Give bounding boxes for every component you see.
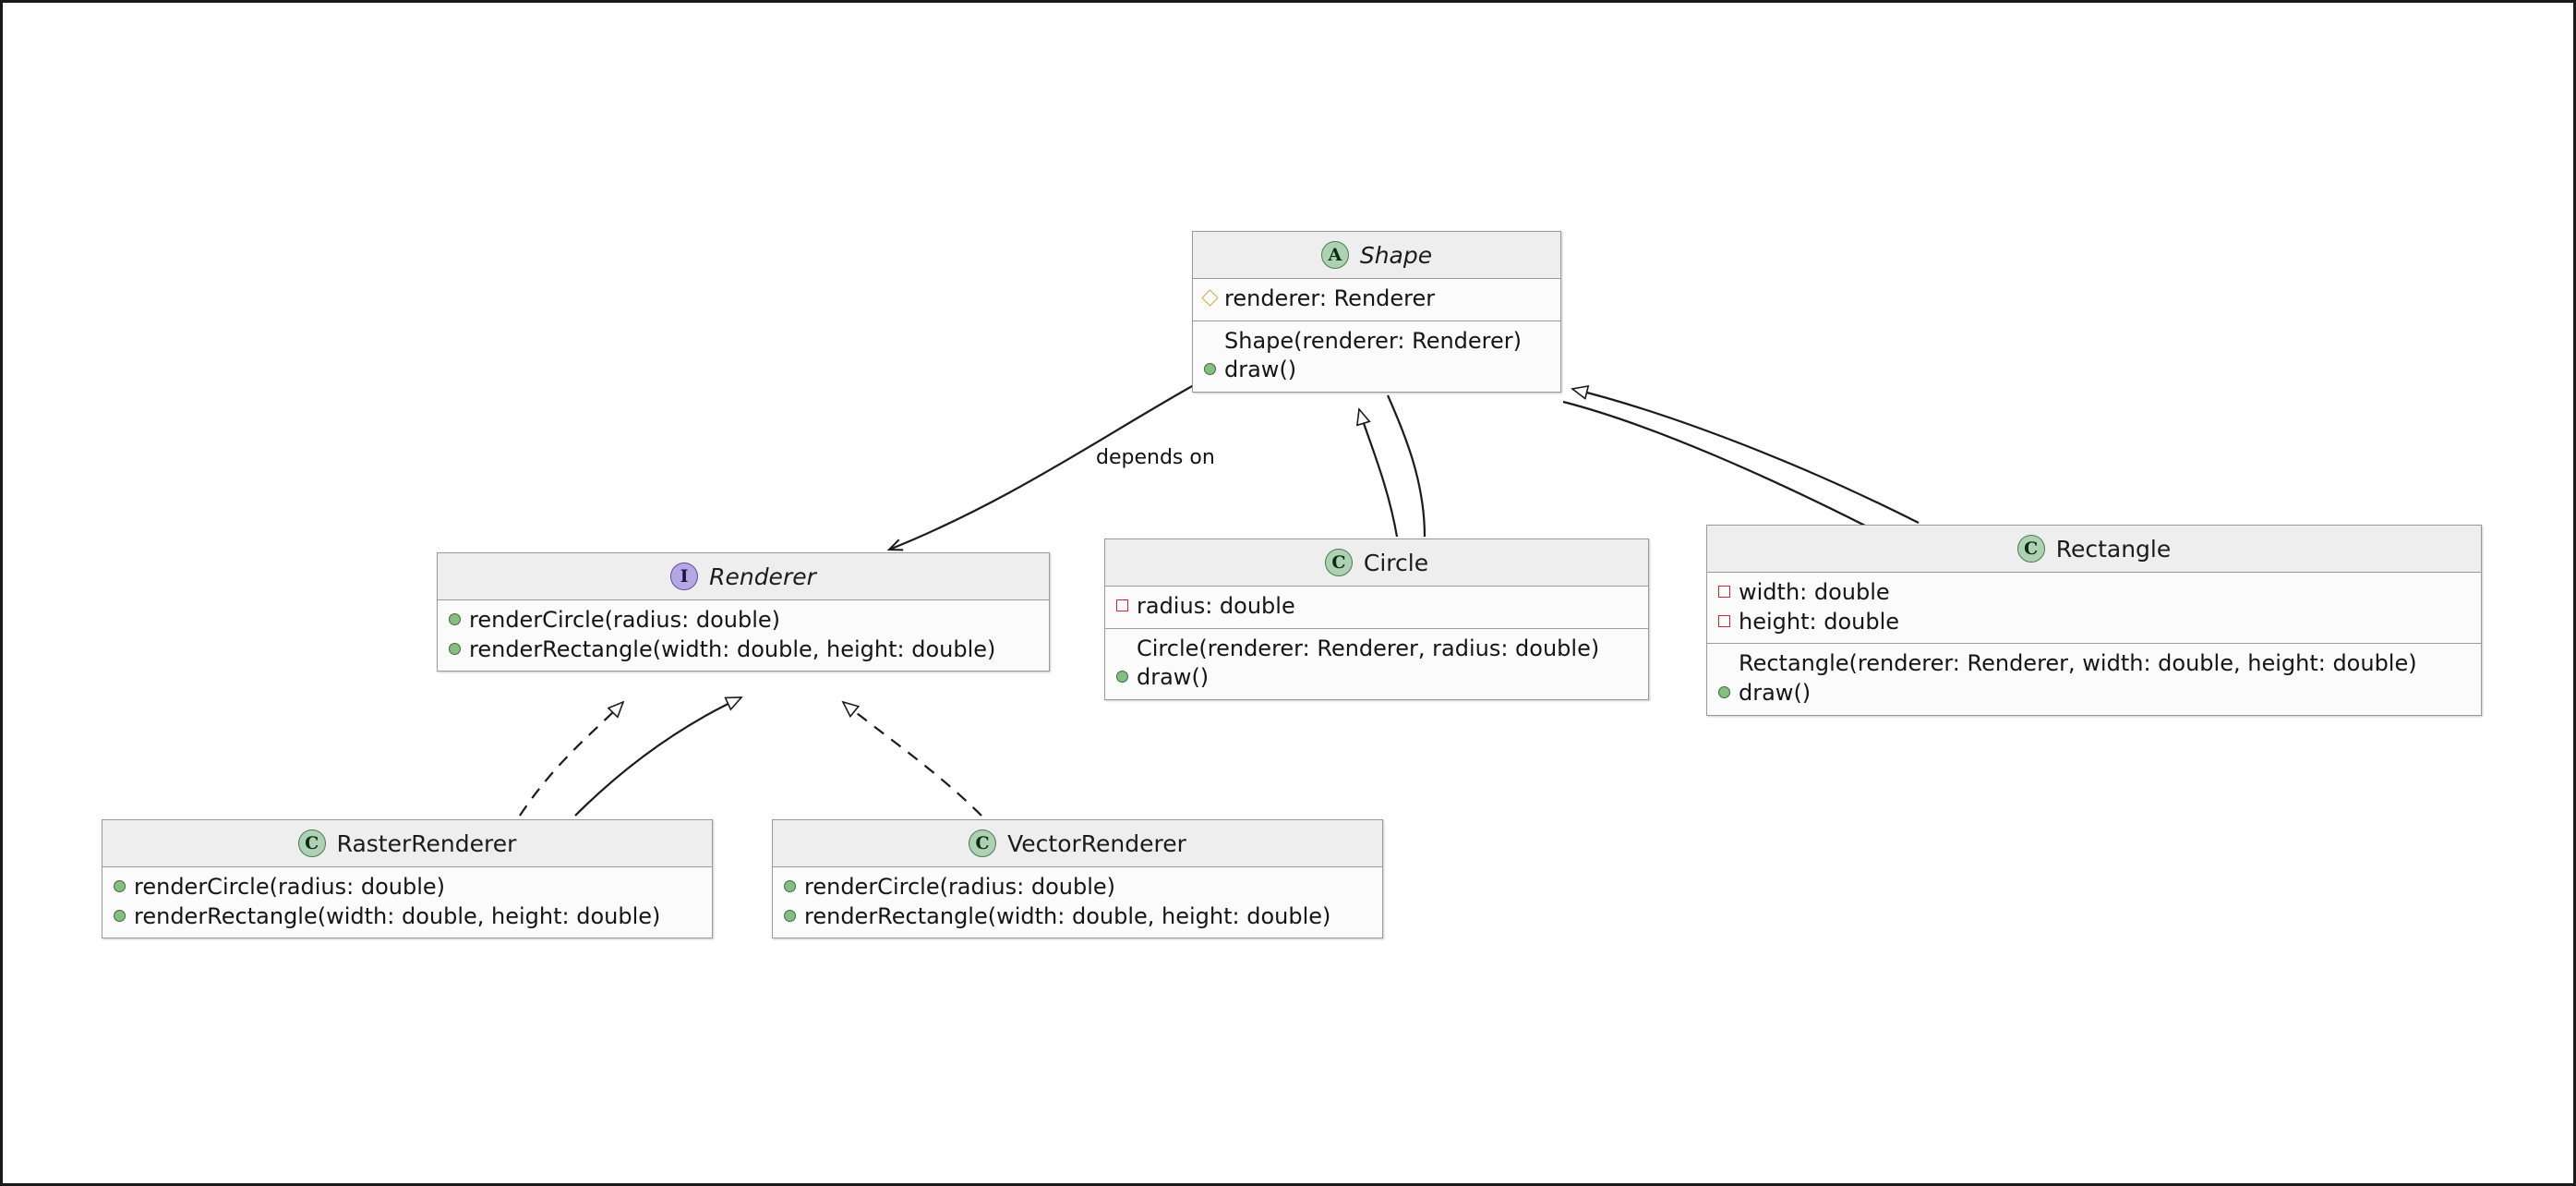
operation-text: renderCircle(radius: double) — [134, 874, 446, 900]
attribute-row — [1116, 592, 1639, 622]
public-method-icon — [114, 880, 126, 895]
private-field-icon — [1718, 586, 1730, 600]
class-name-rasterrenderer: RasterRenderer — [336, 829, 517, 857]
class-icon: C — [298, 829, 326, 857]
class-name-renderer: Renderer — [709, 563, 816, 590]
operation-text: draw() — [1224, 357, 1297, 383]
class-icon: C — [969, 829, 996, 857]
edge-vector-implements-renderer — [843, 702, 981, 816]
operation-text: Shape(renderer: Renderer) — [1224, 327, 1523, 354]
attribute-text: radius: double — [1137, 593, 1295, 619]
attribute-row — [1718, 578, 2472, 608]
operation-text: draw() — [1739, 680, 1812, 707]
constructor-marker-icon — [1718, 658, 1730, 672]
public-method-icon — [1718, 686, 1730, 701]
public-method-icon — [784, 880, 796, 895]
public-method-icon — [784, 910, 796, 925]
operation-text: Rectangle(renderer: Renderer, width: double, height: double) — [1739, 650, 2417, 677]
operations-compartment-circle — [1105, 628, 1648, 699]
public-method-icon — [449, 613, 461, 628]
class-name-vectorrenderer: VectorRenderer — [1007, 829, 1186, 857]
operation-row — [1116, 635, 1639, 664]
private-field-icon — [1718, 615, 1730, 630]
operation-row — [1718, 649, 2472, 679]
interface-icon: I — [670, 563, 698, 590]
aggregation-marker-icon — [1204, 292, 1216, 307]
operation-row — [1204, 327, 1551, 357]
class-name-rectangle: Rectangle — [2055, 535, 2172, 563]
class-box-renderer[interactable] — [437, 552, 1050, 672]
operation-row — [114, 902, 703, 932]
class-box-rectangle[interactable] — [1706, 525, 2482, 716]
edge-label-depends-on: depends on — [1096, 446, 1215, 469]
class-title-circle — [1105, 539, 1648, 587]
operation-text: Circle(renderer: Renderer, radius: double) — [1137, 635, 1600, 661]
operation-text: renderRectangle(width: double, height: double) — [134, 902, 661, 929]
class-box-shape[interactable] — [1192, 231, 1561, 393]
operation-text: renderCircle(radius: double) — [469, 607, 781, 633]
operation-row — [784, 902, 1373, 932]
public-method-icon — [114, 910, 126, 925]
operation-text: draw() — [1137, 664, 1210, 691]
operation-row — [1718, 679, 2472, 708]
attribute-row — [1204, 284, 1551, 314]
abstract-class-icon: A — [1321, 241, 1349, 269]
attribute-text: height: double — [1739, 608, 1900, 635]
class-title-renderer — [438, 553, 1049, 600]
class-title-shape — [1193, 232, 1560, 279]
edge-raster-implements-renderer — [520, 702, 623, 816]
operation-row — [1204, 356, 1551, 385]
class-box-vectorrenderer[interactable] — [772, 819, 1383, 938]
operation-text: renderRectangle(width: double, height: double) — [804, 902, 1331, 929]
attributes-compartment-circle — [1105, 587, 1648, 628]
class-name-shape: Shape — [1359, 241, 1433, 269]
class-box-rasterrenderer[interactable] — [102, 819, 713, 938]
class-title-vectorrenderer — [773, 820, 1382, 867]
class-name-circle: Circle — [1363, 549, 1429, 576]
operations-compartment-vectorrenderer — [773, 867, 1382, 938]
public-method-icon — [1204, 363, 1216, 378]
class-title-rasterrenderer — [102, 820, 712, 867]
attribute-text: renderer: Renderer — [1224, 285, 1436, 311]
constructor-marker-icon — [1116, 643, 1128, 657]
operation-row — [449, 606, 1040, 635]
edge-circle-extends-shape — [1359, 409, 1397, 537]
operations-compartment-rasterrenderer — [102, 867, 712, 938]
class-icon: C — [2017, 535, 2045, 563]
operation-row — [114, 873, 703, 902]
edge-rectangle-extends-shape — [1572, 389, 1919, 523]
operation-row — [1116, 663, 1639, 693]
class-title-rectangle — [1707, 526, 2481, 573]
edge-circle-extends-shape-2 — [1388, 395, 1425, 537]
edge-raster-solid-renderer — [575, 697, 741, 816]
public-method-icon — [449, 643, 461, 658]
constructor-marker-icon — [1204, 335, 1216, 349]
private-field-icon — [1116, 599, 1128, 614]
class-icon: C — [1325, 549, 1353, 576]
operations-compartment-rectangle — [1707, 643, 2481, 714]
operations-compartment-shape — [1193, 321, 1560, 392]
attribute-row — [1718, 608, 2472, 637]
class-box-circle[interactable] — [1104, 539, 1649, 700]
attribute-text: width: double — [1739, 579, 1890, 605]
operation-text: renderRectangle(width: double, height: double) — [469, 635, 996, 662]
attributes-compartment-rectangle — [1707, 573, 2481, 643]
operations-compartment-renderer — [438, 600, 1049, 671]
operation-row — [449, 635, 1040, 665]
public-method-icon — [1116, 671, 1128, 685]
operation-row — [784, 873, 1373, 902]
operation-text: renderCircle(radius: double) — [804, 874, 1116, 900]
attributes-compartment-shape — [1193, 279, 1560, 321]
